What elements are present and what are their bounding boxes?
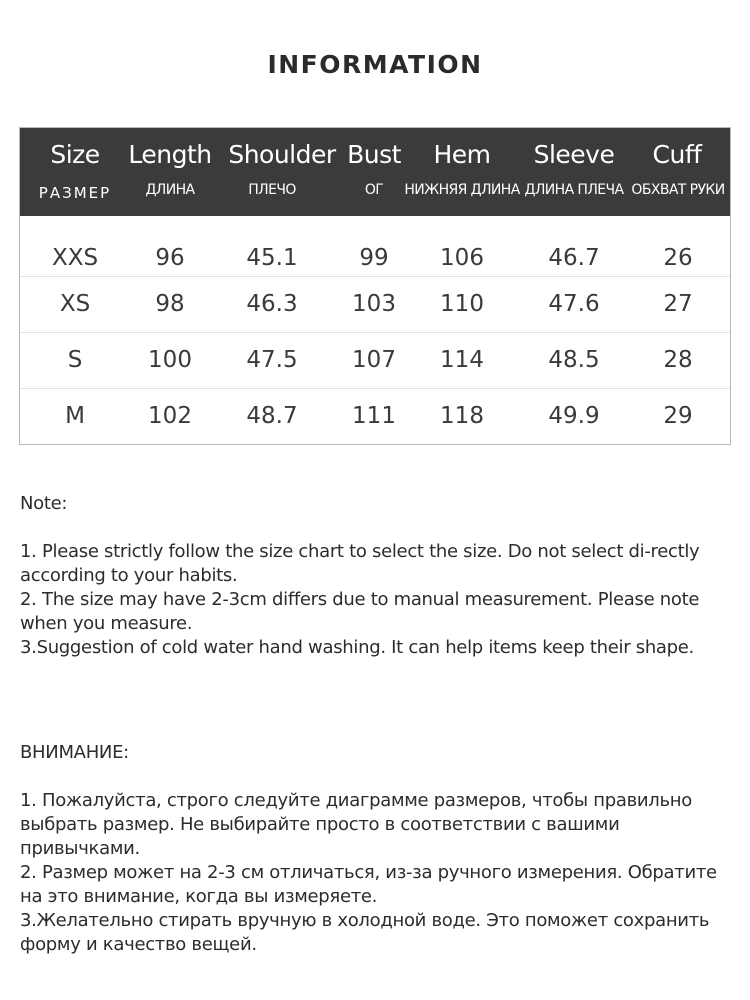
header-hem: Hem [433, 140, 491, 169]
cell-size: M [65, 403, 85, 429]
cell-sleeve: 47.6 [548, 291, 600, 317]
cell-size: XXS [51, 245, 99, 271]
cell-bust: 111 [352, 403, 396, 429]
note-ru-heading: ВНИМАНИЕ: [20, 742, 129, 763]
cell-shoulder: 45.1 [246, 245, 298, 271]
table-row [20, 276, 730, 332]
note-en-item: 1. Please strictly follow the size chart to select the size. Do not select di-rectly according to your habits. [20, 541, 700, 586]
cell-size: XS [59, 291, 91, 317]
header-sleeve: Sleeve [533, 140, 615, 169]
table-header [20, 128, 730, 216]
cell-cuff: 28 [663, 347, 693, 373]
cell-cuff: 26 [663, 245, 693, 271]
table-row [20, 388, 730, 444]
header-length: Length [128, 140, 212, 169]
cell-shoulder: 48.7 [246, 403, 298, 429]
note-ru-section [20, 741, 720, 957]
page-title: INFORMATION [267, 50, 483, 79]
note-ru-item: 2. Размер может на 2-3 см отличаться, из-за ручного измерения. Обратите на это внимание, когда вы измеряете. [20, 862, 717, 907]
cell-sleeve: 48.5 [548, 347, 600, 373]
note-en-section [20, 492, 720, 660]
header-bust-ru: ОГ [364, 182, 384, 198]
cell-sleeve: 49.9 [548, 403, 600, 429]
cell-length: 100 [148, 347, 192, 373]
header-bust: Bust [347, 140, 401, 169]
cell-bust: 103 [352, 291, 396, 317]
header-shoulder-ru: ПЛЕЧО [248, 182, 296, 198]
cell-sleeve: 46.7 [548, 245, 600, 271]
cell-hem: 106 [440, 245, 484, 271]
header-size: Size [50, 140, 100, 169]
header-sleeve-ru: ДЛИНА ПЛЕЧА [524, 182, 624, 198]
header-cuff: Cuff [652, 140, 702, 169]
header-hem-ru: НИЖНЯЯ ДЛИНА [404, 182, 520, 198]
cell-cuff: 29 [663, 403, 693, 429]
table-row [20, 332, 730, 388]
cell-shoulder: 47.5 [246, 347, 298, 373]
header-cuff-ru: ОБХВАТ РУКИ [631, 182, 725, 198]
cell-shoulder: 46.3 [246, 291, 298, 317]
note-ru-item: 3.Желательно стирать вручную в холодной воде. Это поможет сохранить форму и качество вещей. [20, 910, 710, 955]
cell-cuff: 27 [663, 291, 693, 317]
cell-length: 102 [148, 403, 192, 429]
note-en-item: 2. The size may have 2-3cm differs due to manual measurement. Please note when you measure. [20, 589, 700, 634]
size-chart-table [19, 127, 731, 445]
cell-hem: 114 [440, 347, 484, 373]
cell-bust: 99 [359, 245, 389, 271]
cell-hem: 118 [440, 403, 484, 429]
cell-hem: 110 [440, 291, 484, 317]
cell-length: 98 [155, 291, 185, 317]
note-ru-item: 1. Пожалуйста, строго следуйте диаграмме размеров, чтобы правильно выбрать размер. Не выбирайте просто в соответствии с вашими привычками. [20, 790, 692, 859]
note-en-heading: Note: [20, 493, 68, 514]
note-en-item: 3.Suggestion of cold water hand washing. It can help items keep their shape. [20, 637, 694, 658]
header-size-ru: РАЗМЕР [38, 184, 112, 202]
header-length-ru: ДЛИНА [145, 182, 195, 198]
cell-bust: 107 [352, 347, 396, 373]
header-shoulder: Shoulder [228, 140, 336, 169]
cell-size: S [67, 347, 83, 373]
cell-length: 96 [155, 245, 185, 271]
